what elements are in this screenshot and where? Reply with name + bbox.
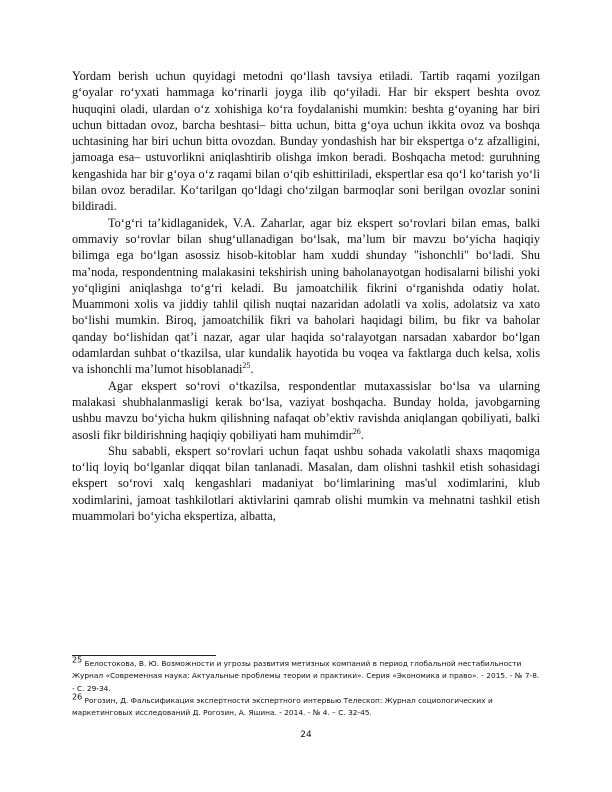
page-number: 24: [300, 730, 312, 740]
paragraph-2-text: To‘g‘ri ta’kidlaganidek, V.A. Zaharlar, agar biz ekspert so‘rovlari bilan emas, balki ommaviy so‘rovlar bilan shug‘ullanadigan bo‘lsak, ma’lum bir mavzu bo‘yicha haqiqiy bilimga ega bo‘lgan asossiz hisob-kitoblar ham xuddi shunday "ishonchli" bo‘ladi. Shu ma’noda, respondentning malakasini tekshirish uning baholanayotgan hodisalarni bilishi yoki yo‘qligini aniqlashga to‘g‘ri keladi. Bu jamoatchilik fikrini o‘rganishda odatiy holat. Muammoni xolis va jiddiy tahlil qilish nuqtai nazaridan adolatli va xolis, adolatsiz va xato bo‘lishi mumkin. Biroq, jamoatchilik fikri va baholari haqidagi bilim, bu fikr va baholar qanday bo‘lishidan qat’i nazar, agar ular haqida so‘ralayotgan narsadan xabardor bo‘lgan odamlardan suhbat o‘tkazilsa, ular kundalik hayotida bu voqea va faktlarga duch kelsa, xolis va ishonchli ma’lumot hisoblanadi: [72, 215, 540, 377]
paragraph-3-text: Agar ekspert so‘rovi o‘tkazilsa, respondentlar mutaxassislar bo‘lsa va ularning malakasi shubhalanmasligi kerak bo‘lsa, vaziyat boshqacha. Bunday holda, javobgarning ushbu mavzu bo‘yicha hukm qilishning nafaqat ob’ektiv ravishda aniqlangan qobiliyati, balki asosli fikr bildirishning haqiqiy qobiliyati ham muhimdir: [72, 378, 540, 442]
footnote-25: [72, 655, 540, 695]
paragraph-4: [72, 443, 540, 524]
paragraph-2: To‘g‘ri ta’kidlaganidek, V.A. Zaharlar, agar biz ekspert so‘rovlari bilan emas, balki ommaviy so‘rovlar bilan shug‘ullanadigan bo‘lsak, ma’lum bir mavzu bo‘yicha haqiqiy bilimga ega bo‘lgan asossiz hisob-kitoblar ham xuddi shunday "ishonchli" bo‘ladi. Shu ma’noda, respondentning malakasini tekshirish uning baholanayotgan hodisalarni bilishi yoki yo‘qligini aniqlashga to‘g‘ri keladi. Bu jamoatchilik fikrini o‘rganishda odatiy holat. Muammoni xolis va jiddiy tahlil qilish nuqtai nazaridan adolatli va xolis, adolatsiz va xato bo‘lishi mumkin. Biroq, jamoatchilik fikri va baholari haqidagi bilim, bu fikr va baholar qanday bo‘lishidan qat’i nazar, agar ular haqida so‘ralayotgan narsadan xabardor bo‘lgan odamlardan suhbat o‘tkazilsa, ular kundalik hayotida bu voqea va faktlarga duch kelsa, xolis va ishonchli ma’lumot hisoblanadi$^{25}$.: [72, 215, 540, 377]
footnote-ref-26[interactable]: 26: [352, 426, 361, 436]
footnote-26-text: Рогозин, Д. Фальсификация экспертности экспертного интервью Телескоп: Журнал социологических и маркетинговых исследований Д. Рогозин, А. Яшина. - 2014. - № 4. – С. 32-45.: [72, 695, 493, 718]
footnote-ref-25[interactable]: 25: [242, 361, 251, 371]
paragraph-1: [72, 68, 540, 215]
footnote-separator: [72, 655, 216, 656]
footnote-mark-25: 25: [72, 655, 83, 665]
paragraph-4-text: Shu sababli, ekspert so‘rovlari uchun faqat ushbu sohada vakolatli shaxs maqomiga to‘liq loyiq bo‘lganlar diqqat bilan tanlanadi. Masalan, dam olishni tashkil etish sohasidagi ekspert so‘rovi xalq kengashlari madaniyat bo‘limlarining mas'ul xodimlarini, klub xodimlarini, jamoat tashkilotlari aktivlarini qamrab olishi mumkin va mehnatni tashkil etish muammolari bo‘yicha ekspertiza, albatta,: [72, 443, 540, 524]
footnote-mark-26: 26: [72, 692, 83, 702]
body-text: [72, 68, 540, 524]
footnote-25-text: Белостокова, В. Ю. Возможности и угрозы развития метизных компаний в период глобальной нестабильности Журнал «Современная наука: Актуальные проблемы теории и практики». Серия «Экономика и право». - 2015. - № 7-8. - С. 29-34.: [72, 659, 540, 693]
footnotes: [72, 655, 540, 719]
paragraph-1-text: Yordam berish uchun quyidagi metodni qo‘llash tavsiya etiladi. Tartib raqami yozilgan g‘oyalar ro‘yxati hammaga ko‘rinarli joyga ilib qo‘yiladi. Har bir ekspert beshta ovoz huquqini oladi, ulardan o‘z xohishiga ko‘ra foydalanishi mumkin: beshta g‘oyaning har biri uchun bittadan ovoz, barcha beshtasi– bitta uchun, bitta g‘oya uchun ikkita ovoz va boshqa uchtasining har biri uchun bitta ovozdan. Bunday yondashish har bir ekspertga o‘z afzalligini, jamoaga esa– ustuvorlikni aniqlashtirib olishga imkon beradi. Boshqacha metod: guruhning kengashida har bir g‘oya o‘z raqami bilan o‘qib eshittiriladi, ekspertlar esa qo‘l ko‘tarish yo‘li bilan ovoz beradilar. Ko‘tarilgan qo‘ldagi cho‘zilgan barmoqlar soni berilgan ovozlar sonini bildiradi.: [72, 69, 540, 214]
footnote-26: [72, 692, 540, 720]
paragraph-3: Agar ekspert so‘rovi o‘tkazilsa, respondentlar mutaxassislar bo‘lsa va ularning malakasi shubhalanmasligi kerak bo‘lsa, vaziyat boshqacha. Bunday holda, javobgarning ushbu mavzu bo‘yicha hukm qilishning nafaqat ob’ektiv ravishda aniqlangan qobiliyati, balki asosli fikr bildirishning haqiqiy qobiliyati ham muhimdir$^{26}$.: [72, 378, 540, 442]
